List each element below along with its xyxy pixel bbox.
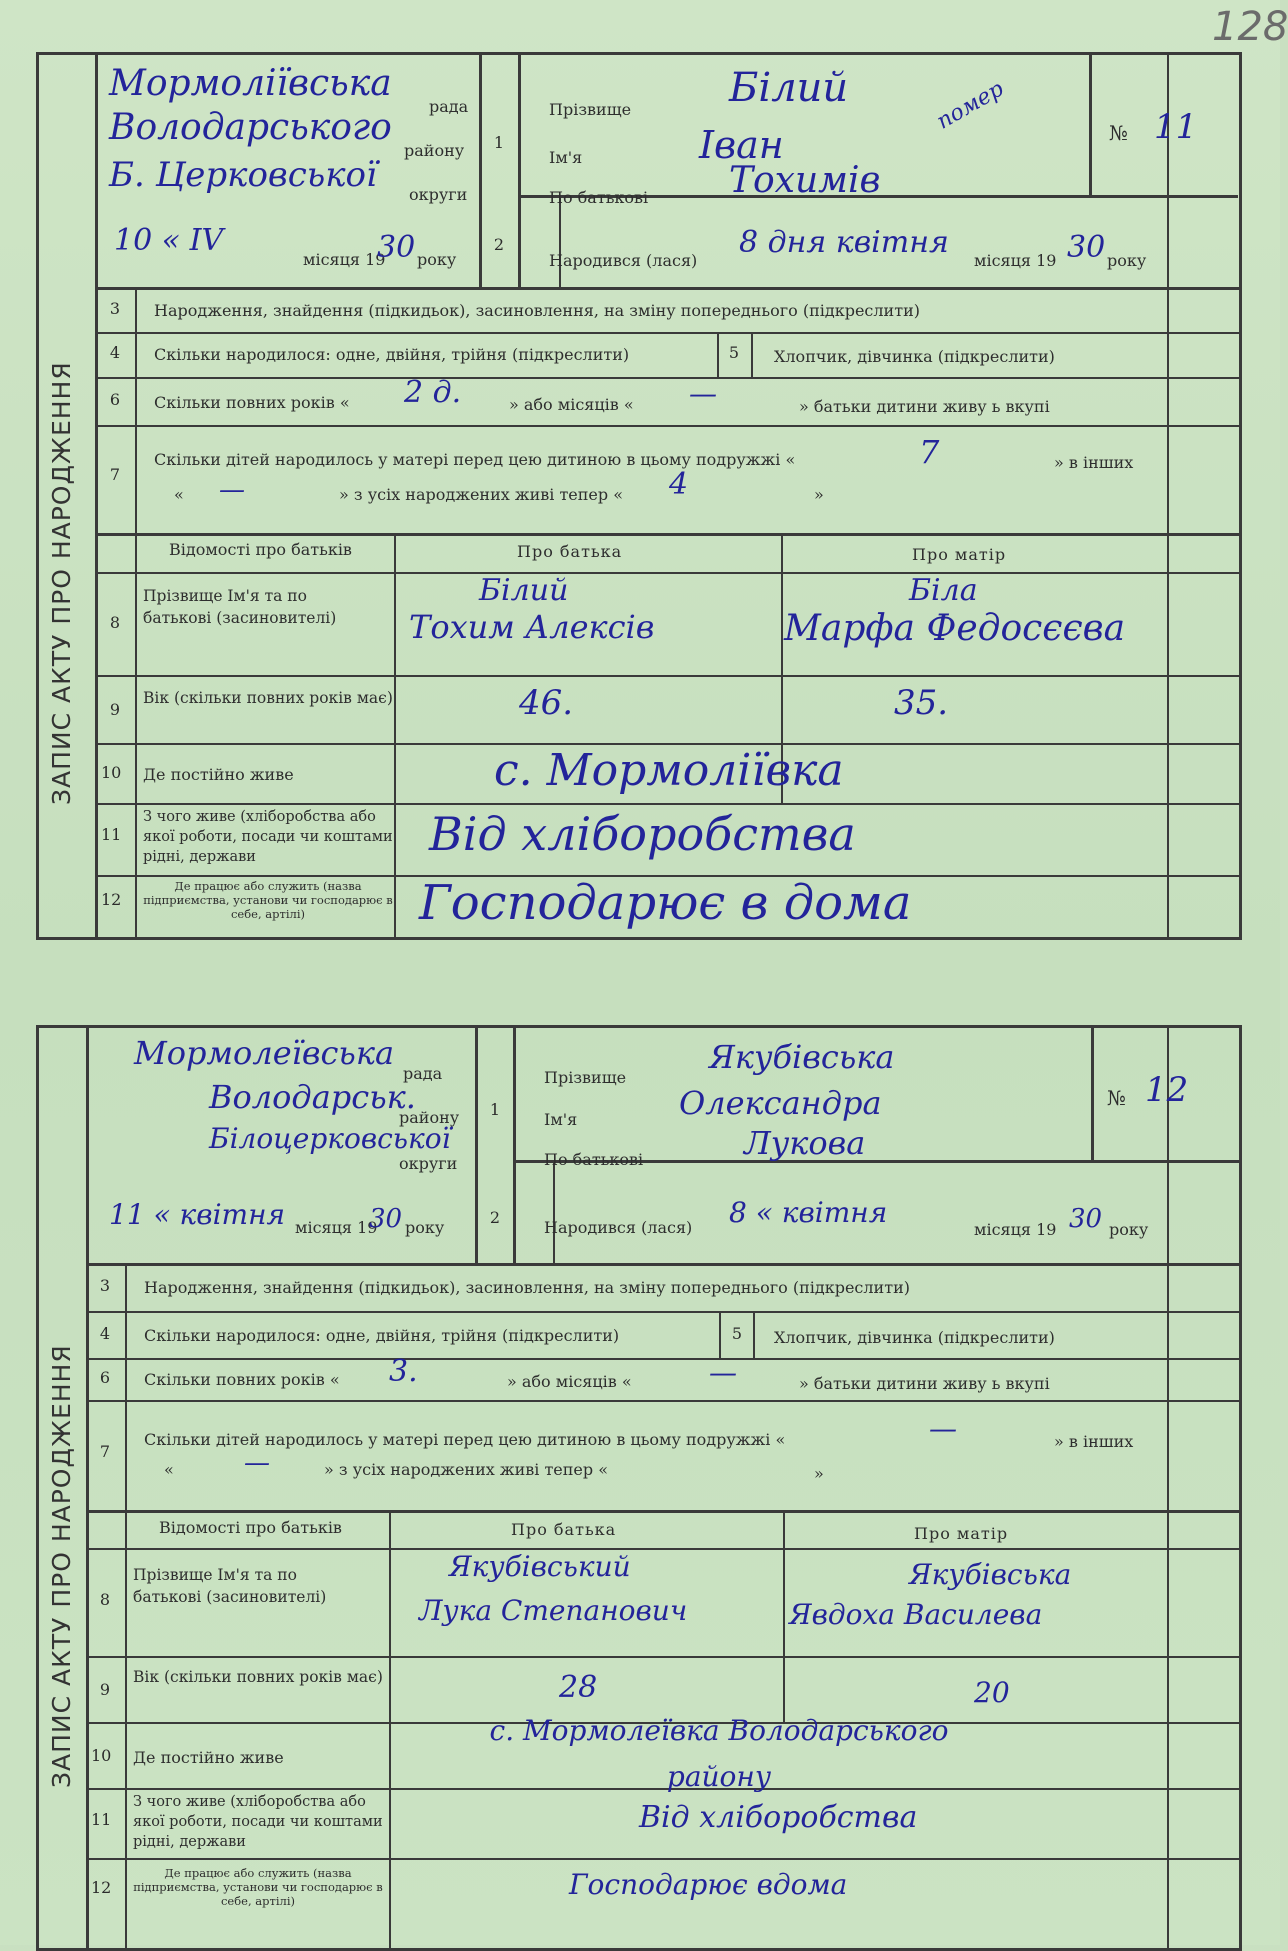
number-label: № [1107, 1086, 1126, 1110]
patronymic-label: По батькові [544, 1150, 644, 1169]
mother-age: 35. [894, 683, 949, 723]
row7-text-e: » [814, 1464, 824, 1483]
surname-value: Якубівська [709, 1038, 895, 1076]
children-alive: 4 [669, 467, 689, 502]
name-label: Ім'я [549, 148, 583, 167]
row7-text-b: » в інших [1054, 1432, 1134, 1451]
father-surname: Білий [479, 573, 569, 608]
surname-label: Прізвище [549, 100, 632, 119]
residence: с. Мормолеївка Володарського району [489, 1714, 949, 1793]
row6-text-b: » або місяців « [509, 395, 634, 414]
birth-year: 30 [1069, 1204, 1103, 1234]
registration-date: 10 « IV [114, 223, 224, 258]
name-label: Ім'я [544, 1110, 578, 1129]
birth-month-label: місяця 19 [974, 251, 1057, 270]
header-father: Про батька [511, 1520, 617, 1539]
row7-text-b: » в інших [1054, 453, 1134, 472]
row7-text-d: » з усіх народжених живі тепер « [339, 485, 624, 504]
birth-year-label: року [1107, 251, 1147, 270]
rada-label: рада [429, 97, 469, 116]
father-name: Тохим Алексів [409, 608, 655, 646]
row11-label: З чого живе (хліборобства або якої роботи, посади чи коштами рідні, держави [133, 1794, 383, 1850]
children-other: — [244, 1448, 270, 1478]
patronymic-label: По батькові [549, 188, 649, 207]
father-age: 28 [559, 1670, 598, 1705]
month-label: місяця 19 [295, 1218, 378, 1237]
rayon-value: Володарського [109, 107, 392, 148]
father-surname: Якубівський [449, 1550, 631, 1583]
patronymic-value: Лукова [744, 1124, 866, 1162]
row12-label: Де працює або служить (назва підприємства, установи чи господарює в себе, артілі) [133, 1866, 383, 1908]
work-place: Господарює в дома [419, 875, 912, 931]
months-together: — [709, 1356, 737, 1389]
okruga-value: Білоцерковської [209, 1122, 451, 1155]
months-together: — [689, 377, 717, 410]
mother-name: Явдоха Василева [789, 1598, 1043, 1631]
work-place: Господарює вдома [569, 1868, 848, 1901]
row9-label: Вік (скільки повних років має) [133, 1668, 383, 1686]
mother-age: 20 [974, 1676, 1010, 1709]
residence: с. Мормоліївка [494, 745, 844, 796]
header-mother: Про матір [912, 545, 1007, 564]
number-label: № [1109, 121, 1128, 145]
row12-label: Де працює або служить (назва підприємства, установи чи господарює в себе, артілі) [143, 879, 393, 921]
born-label: Народився (лася) [544, 1218, 693, 1237]
registration-year: 30 [377, 230, 416, 265]
row7-text-a: Скільки дітей народилось у матері перед цею дитиною в цьому подружжі « [154, 450, 796, 469]
registration-date: 11 « квітня [109, 1198, 286, 1231]
row5-text: Хлопчик, дівчинка (підкреслити) [774, 1328, 1055, 1347]
header-parents: Відомості про батьків [159, 1518, 342, 1537]
row3-text: Народження, знайдення (підкидьок), засиновлення, на зміну попереднього (підкреслити) [154, 301, 920, 320]
birth-record-form-1: ЗАПИС АКТУ ПРО НАРОДЖЕННЯ Мормоліївська рада Володарського району Б. Церковської округи 10 « IV місяця 19 30 року 1 2 Прізвище Білий помер Ім'я Іван По батькові Тохимів № 11 Народився (лася) 8 дня квітня місяця 19 30 року 3 Народження, знайдення (підкидьок), засиновлення, на зміну попереднього (підкреслити) 4 Скільки народилося: одне, двійня, трійня (підкреслити) 5 Хлопчик, дівчинка (підкреслити) 6 Скільки повних років « 2 д. » або місяців « — » батьки дитини живу ь вкупі 7 Скільки дітей народилось у матері перед цею дитиною в цьому подружжі « 7 » в інших « — » з усіх народжених живі тепер « 4 » Відомості про батьків Про батька Про матір 8 Прізвище Ім'я та по батькові (засиновителі) Білий Тохим Алексів Біла Марфа Федосєєва 9 Вік (скільки повних років має) 46. 35. 10 Де постійно живе с. Мормоліївка 11 З чого живе (хліборобства або якої роботи, посади чи коштами рідні, держави Від хліборобства 12 Де працює або служить (назва підприємства, установи чи господарює в себе, артілі) Господарює в дома [36, 52, 1242, 940]
month-label: місяця 19 [303, 250, 386, 269]
row7-text-a: Скільки дітей народилось у матері перед цею дитиною в цьому подружжі « [144, 1430, 786, 1449]
page-number: 128 [1212, 4, 1288, 50]
row6-text-a: Скільки повних років « [144, 1370, 340, 1389]
surname-value: Білий [729, 65, 849, 111]
father-name: Лука Степанович [419, 1594, 688, 1627]
row7-text-c: « [174, 485, 184, 504]
record-number: 12 [1145, 1070, 1189, 1110]
children-other: — [219, 475, 245, 505]
header-father: Про батька [517, 542, 623, 561]
row11-label: З чого живе (хліборобства або якої роботи, посади чи коштами рідні, держави [143, 809, 393, 865]
row3-text: Народження, знайдення (підкидьок), засиновлення, на зміну попереднього (підкреслити) [144, 1278, 910, 1297]
rayon-label: району [404, 141, 465, 160]
name-value: Іван [699, 123, 784, 167]
birth-year-label: року [1109, 1220, 1149, 1239]
birth-month-label: місяця 19 [974, 1220, 1057, 1239]
years-together: 3. [389, 1354, 418, 1389]
surname-label: Прізвище [544, 1068, 627, 1087]
row7-text-c: « [164, 1460, 174, 1479]
mother-surname: Біла [909, 573, 978, 608]
rada-label: рада [403, 1064, 443, 1083]
patronymic-value: Тохимів [729, 160, 881, 201]
birth-date: 8 « квітня [729, 1196, 888, 1229]
birth-year: 30 [1067, 230, 1106, 265]
born-label: Народився (лася) [549, 251, 698, 270]
row6-text-c: » батьки дитини живу ь вкупі [799, 397, 1050, 416]
okruga-label: округи [399, 1154, 458, 1173]
note-deceased: помер [932, 76, 1009, 135]
okruga-value: Б. Церковської [109, 155, 377, 195]
row6-text-a: Скільки повних років « [154, 393, 350, 412]
vertical-title: ЗАПИС АКТУ ПРО НАРОДЖЕННЯ [47, 1344, 76, 1788]
years-together: 2 д. [404, 375, 462, 410]
row8-label: Прізвище Ім'я та по батькові (засиновителі) [133, 1566, 327, 1606]
year-label: року [405, 1218, 445, 1237]
row4-text: Скільки народилося: одне, двійня, трійня (підкреслити) [154, 345, 630, 364]
row10-label: Де постійно живе [143, 765, 294, 784]
row9-label: Вік (скільки повних років має) [143, 689, 393, 707]
rayon-value: Володарськ. [209, 1078, 416, 1116]
vertical-title: ЗАПИС АКТУ ПРО НАРОДЖЕННЯ [47, 361, 76, 805]
rayon-label: району [399, 1108, 460, 1127]
livelihood: Від хліборобства [639, 1800, 918, 1835]
rada-value: Мормоліївська [109, 63, 392, 104]
livelihood: Від хліборобства [429, 807, 856, 861]
okruga-label: округи [409, 185, 468, 204]
row7-text-d: » з усіх народжених живі тепер « [324, 1460, 609, 1479]
row-number: 2 [493, 235, 505, 254]
name-value: Олександра [679, 1084, 882, 1122]
father-age: 46. [519, 683, 574, 723]
row7-text-e: » [814, 485, 824, 504]
row8-label: Прізвище Ім'я та по батькові (засиновителі) [143, 587, 337, 627]
row10-label: Де постійно живе [133, 1748, 284, 1767]
row5-text: Хлопчик, дівчинка (підкреслити) [774, 347, 1055, 366]
row6-text-c: » батьки дитини живу ь вкупі [799, 1374, 1050, 1393]
registration-year: 30 [369, 1204, 403, 1234]
birth-record-form-2: ЗАПИС АКТУ ПРО НАРОДЖЕННЯ Мормолеївська рада Володарськ. району Білоцерковської округи 11 « квітня місяця 19 30 року 1 2 Прізвище Якубівська Ім'я Олександра По батькові Лукова № 12 Народився (лася) 8 « квітня місяця 19 30 року 3 Народження, знайдення (підкидьок), засиновлення, на зміну попереднього (підкреслити) 4 Скільки народилося: одне, двійня, трійня (підкреслити) 5 Хлопчик, дівчинка (підкреслити) 6 Скільки повних років « 3. » або місяців « — » батьки дитини живу ь вкупі 7 Скільки дітей народилось у матері перед цею дитиною в цьому подружжі « — » в інших « — » з усіх народжених живі тепер « » Відомості про батьків Про батька Про матір 8 Прізвище Ім'я та по батькові (засиновителі) Якубівський Лука Степанович Якубівська Явдоха Василева 9 Вік (скільки повних років має) 28 20 10 Де постійно живе с. Мормолеївка Володарського району 11 З чого живе (хліборобства або якої роботи, посади чи коштами рідні, держави Від хліборобства 12 Де працює або служить (назва підприємства, установи чи господарює в себе, артілі) Господарює вдома [36, 1025, 1242, 1951]
children-before: 7 [919, 433, 940, 471]
mother-surname: Якубівська [909, 1558, 1072, 1591]
birth-date: 8 дня квітня [739, 225, 949, 260]
header-parents: Відомості про батьків [169, 540, 352, 559]
row4-text: Скільки народилося: одне, двійня, трійня (підкреслити) [144, 1326, 620, 1345]
mother-name: Марфа Федосєєва [784, 608, 1126, 649]
record-number: 11 [1154, 107, 1198, 147]
year-label: року [417, 250, 457, 269]
row-number: 1 [493, 133, 505, 152]
header-mother: Про матір [914, 1524, 1009, 1543]
children-before: — [929, 1412, 957, 1445]
rada-value: Мормолеївська [134, 1034, 395, 1072]
row6-text-b: » або місяців « [507, 1372, 632, 1391]
